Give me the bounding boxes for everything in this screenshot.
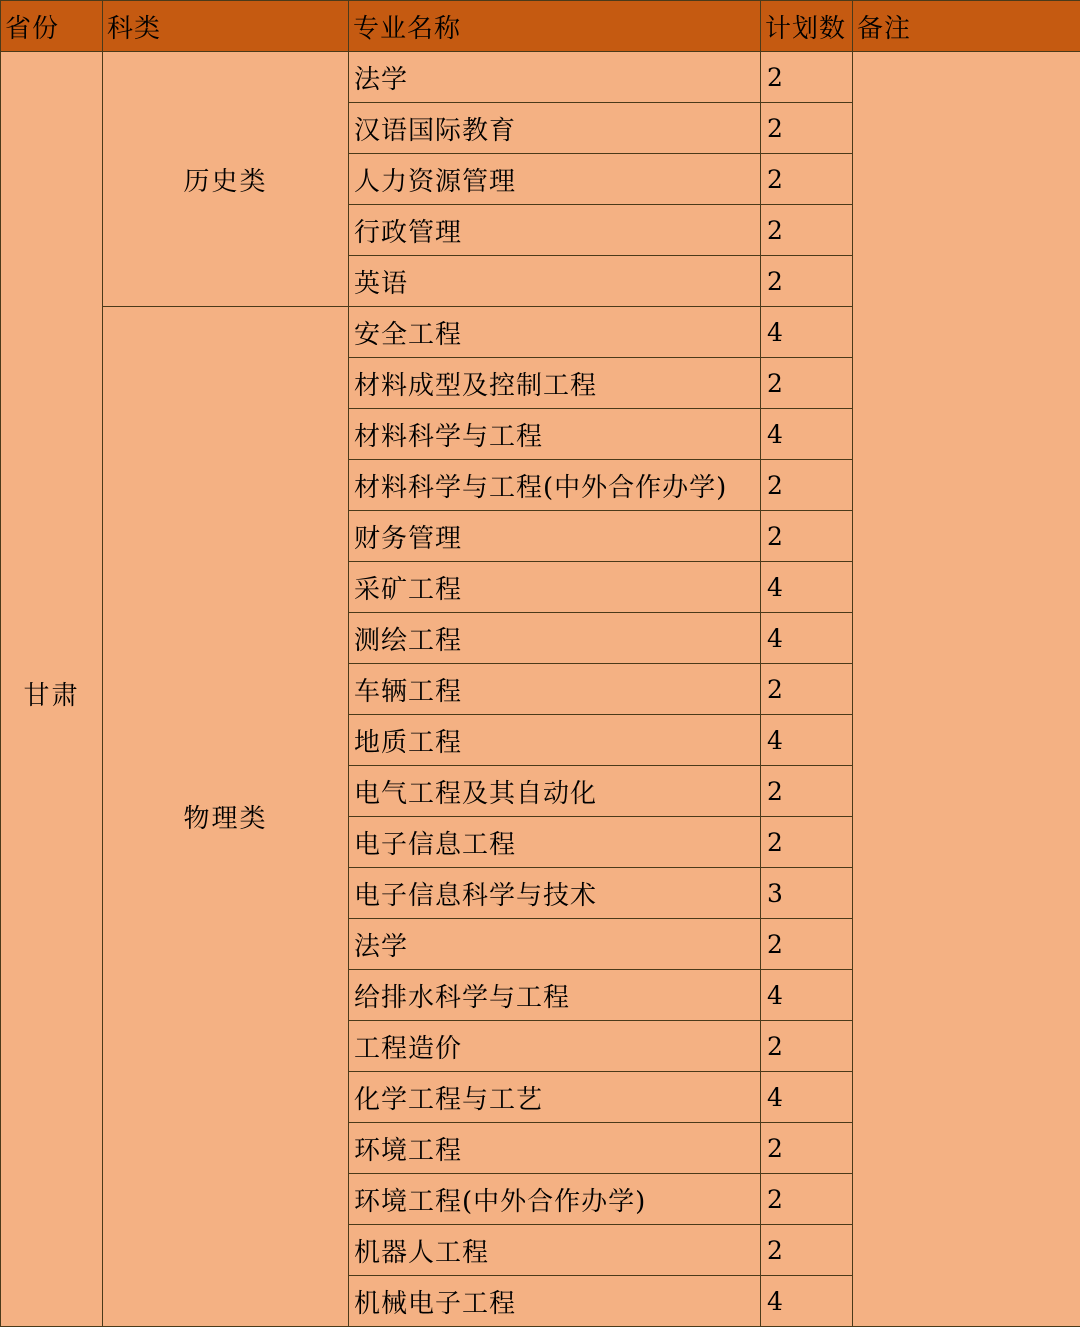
major-cell: 电子信息工程 xyxy=(349,817,761,868)
major-cell: 给排水科学与工程 xyxy=(349,970,761,1021)
plan-cell: 2 xyxy=(761,460,853,511)
plan-cell: 2 xyxy=(761,103,853,154)
major-cell: 法学 xyxy=(349,919,761,970)
major-cell: 环境工程 xyxy=(349,1123,761,1174)
plan-cell: 2 xyxy=(761,52,853,103)
header-row xyxy=(1,1,1080,52)
major-cell: 车辆工程 xyxy=(349,664,761,715)
plan-cell: 4 xyxy=(761,409,853,460)
plan-cell: 2 xyxy=(761,664,853,715)
plan-cell: 4 xyxy=(761,1072,853,1123)
major-cell: 工程造价 xyxy=(349,1021,761,1072)
major-cell: 法学 xyxy=(349,52,761,103)
plan-cell: 2 xyxy=(761,766,853,817)
plan-cell: 4 xyxy=(761,562,853,613)
major-cell: 材料科学与工程 xyxy=(349,409,761,460)
plan-cell: 2 xyxy=(761,154,853,205)
plan-cell: 4 xyxy=(761,715,853,766)
header-plan: 计划数 xyxy=(761,1,853,52)
major-cell: 采矿工程 xyxy=(349,562,761,613)
plan-cell: 4 xyxy=(761,613,853,664)
province-cell: 甘肃 xyxy=(1,52,103,1327)
major-cell: 机器人工程 xyxy=(349,1225,761,1276)
header-province: 省份 xyxy=(1,1,103,52)
plan-cell: 4 xyxy=(761,970,853,1021)
major-cell: 测绘工程 xyxy=(349,613,761,664)
major-cell: 电子信息科学与技术 xyxy=(349,868,761,919)
plan-cell: 2 xyxy=(761,1021,853,1072)
plan-cell: 2 xyxy=(761,817,853,868)
major-cell: 英语 xyxy=(349,256,761,307)
major-cell: 材料成型及控制工程 xyxy=(349,358,761,409)
plan-cell: 2 xyxy=(761,1225,853,1276)
major-cell: 人力资源管理 xyxy=(349,154,761,205)
major-cell: 安全工程 xyxy=(349,307,761,358)
major-cell: 化学工程与工艺 xyxy=(349,1072,761,1123)
plan-cell: 3 xyxy=(761,868,853,919)
table-row xyxy=(1,52,1080,103)
major-cell: 行政管理 xyxy=(349,205,761,256)
header-category: 科类 xyxy=(103,1,349,52)
header-remark: 备注 xyxy=(853,1,1080,52)
major-cell: 财务管理 xyxy=(349,511,761,562)
major-cell: 电气工程及其自动化 xyxy=(349,766,761,817)
plan-cell: 2 xyxy=(761,256,853,307)
major-cell: 环境工程(中外合作办学) xyxy=(349,1174,761,1225)
plan-cell: 2 xyxy=(761,511,853,562)
remark-cell xyxy=(853,52,1080,1327)
plan-cell: 2 xyxy=(761,919,853,970)
plan-cell: 2 xyxy=(761,205,853,256)
major-cell: 机械电子工程 xyxy=(349,1276,761,1327)
plan-cell: 4 xyxy=(761,1276,853,1327)
major-cell: 地质工程 xyxy=(349,715,761,766)
table-body xyxy=(1,52,1080,1327)
category-cell: 物理类 xyxy=(103,307,349,1327)
plan-cell: 4 xyxy=(761,307,853,358)
major-cell: 汉语国际教育 xyxy=(349,103,761,154)
plan-cell: 2 xyxy=(761,358,853,409)
category-cell: 历史类 xyxy=(103,52,349,307)
major-cell: 材料科学与工程(中外合作办学) xyxy=(349,460,761,511)
plan-cell: 2 xyxy=(761,1123,853,1174)
plan-cell: 2 xyxy=(761,1174,853,1225)
header-major: 专业名称 xyxy=(349,1,761,52)
